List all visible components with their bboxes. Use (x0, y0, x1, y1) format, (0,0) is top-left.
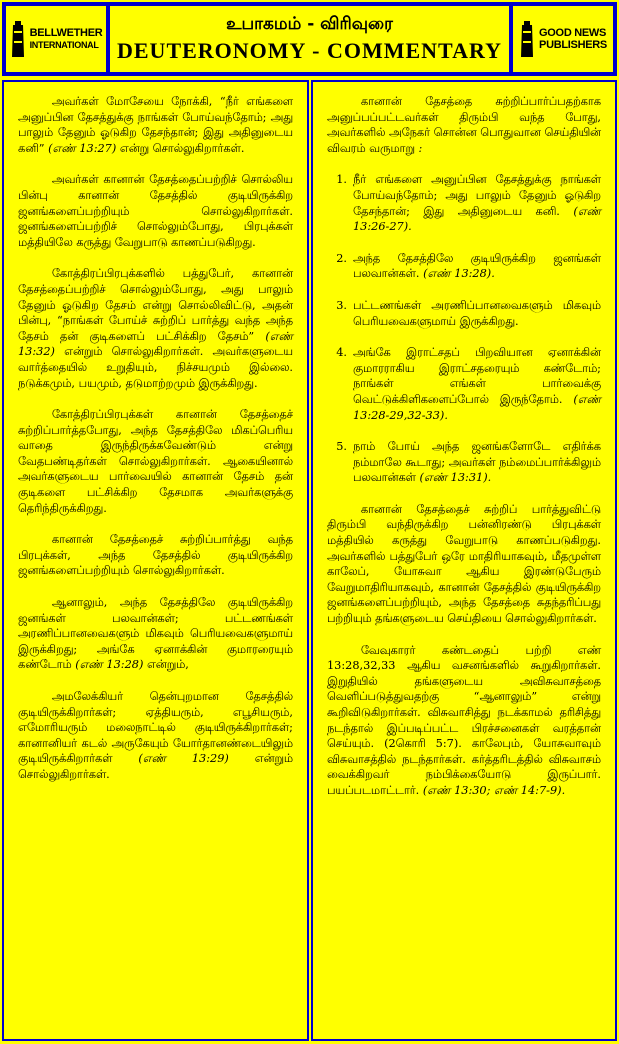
verse-reference: (எண் 13:28) (75, 658, 144, 672)
verse-reference: (எண் 13:29) (138, 752, 229, 766)
list-item: 5. நாம் போய் அந்த ஜனங்களோடே எதிர்க்க நம்மாலே கூடாது; அவர்கள் நம்மைப்பார்க்கிலும் பலவான்கள் (எண் 13:31). (336, 440, 601, 485)
lighthouse-icon (519, 19, 535, 59)
logo-line1: GOOD NEWS (539, 27, 607, 39)
paragraph: அவர்கள் கானான் தேசத்தைப்பற்றிச் சொல்லிய பின்பு கானான் தேசத்தில் குடியிருக்கிற ஜனங்களைப்பற்றியும் சொல்லுகிறார்கள். ஜனங்களைப்பற்றிச் சொல்லும்போது, பிரபுக்கள் மத்தியிலே கருத்து வேறுபாடு காணப்படுகிறது. (18, 173, 293, 249)
paragraph: வேவுகாரர் கண்டதைப் பற்றி எண் 13:28,32,33 ஆகிய வசனங்களில் கூறுகிறார்கள். இறுதியில் தங்களுடைய அவிசுவாசத்தை வெளிப்படுத்துவதற்கு “ஆனாலும்” என்று கூறிவிடுகிறார்கள். விசுவாசித்து நடக்காமல் தரிசித்து நடந்தால் இப்படிப்பட்ட பிரச்சனைகள் வரத்தான் செய்யும். (2கொரி 5:7). காலேபும், யோசுவாவும் விசுவாசத்தில் நடந்தார்கள். கர்த்தரிடத்தில் விசுவாசம் வைக்கிறவர் நம்பிக்கையோடு இருப்பார். பயப்படமாட்டார். (எண் 13:30; எண் 14:7-9). (327, 643, 601, 797)
list-item: 1. நீர் எங்களை அனுப்பின தேசத்துக்கு நாங்கள் போய்வந்தோம்; அது பாலும் தேனும் ஓடுகிற தேசந்தான்; இது அதினுடைய கனி. (எண் 13:26-27). (336, 173, 602, 234)
logo-line1: BELLWETHER (29, 27, 103, 39)
intro-paragraph: கானான் தேசத்தை சுற்றிப்பார்ப்பதற்காக அனுப்பப்பட்டவர்கள் திரும்பி வந்த போது, அவர்களில் அநேகர் சொன்ன பொதுவான செய்தியின் விவரம் வருமாறு : (327, 95, 601, 155)
verse-reference: (எண் 13:28). (423, 267, 495, 281)
verse-reference: (எண் 13:30; எண் 14:7-9). (422, 783, 566, 797)
paragraph: கானான் தேசத்தைச் சுற்றிப்பார்த்து வந்த பிரபுக்கள், அந்த தேசத்தில் குடியிருக்கிற ஜனங்களைப்பற்றியும் சொல்லுகிறார்கள். (18, 533, 293, 578)
good-news-logo (511, 4, 615, 74)
paragraph: கோத்திரப்பிரபுக்களில் பத்துபேர், கானான் தேசத்தைப்பற்றிச் சொல்லும்போது, அது பாலும் தேனும் ஓடுகிற தேசம் என்று சொல்லிவிட்டு, அதன் பின்பு, “நாங்கள் போய்ச் சுற்றிப் பார்த்து வந்த அந்த தேசம் தன் குடிகளைப் பட்சிக்கிற தேசம்” (எண் 13:32) என்றும் சொல்லுகிறார்கள். அவர்களுடைய வார்த்தையில் உறுதியும், நிச்சயமும் இல்லை. நடுக்கமும், பயமும், தடுமாற்றமும் இருக்கிறது. (18, 267, 293, 390)
paragraph: ஆனாலும், அந்த தேசத்திலே குடியிருக்கிற ஜனங்கள் பலவான்கள்; பட்டணங்கள் அரணிப்பானவைகளும் மிகவும் பெரியவைகளுமாய் இருக்கிறது; அங்கே ஏனாக்கின் குமாரரையும் கண்டோம் (எண் 13:28) என்றும், (18, 596, 293, 672)
left-column (2, 80, 309, 1041)
verse-reference: (எண் 13:28-29,32-33). (353, 392, 601, 422)
verse-reference: (எண் 13:27) (48, 141, 117, 155)
right-column (311, 80, 617, 1041)
title-tamil: உபாகமம் - விரிவுரை (226, 14, 393, 34)
paragraph: கானான் தேசத்தைச் சுற்றிப் பார்த்துவிட்டு திரும்பி வந்திருக்கிற பன்னிரண்டு பிரபுக்கள் மத்தியில் கருத்து வேறுபாடு காணப்படுகிறது. அவர்களில் பத்துபேர் ஒரே மாதிரியாகவும், மீதமுள்ள காலேப், யோசுவா ஆகிய இரண்டுபேரும் வேறுமாதிரியாகவும், கானான் தேசத்தில் குடியிருக்கிற ஜனங்களைப்பற்றியும், அந்த தேசத்தை சுதந்தரிப்பது பற்றியும் தங்களுடைய செய்தியை சொல்லுகிறார்கள். (327, 502, 601, 626)
logo-line2: INTERNATIONAL (29, 40, 99, 50)
logo-line2: PUBLISHERS (539, 39, 607, 51)
verse-reference: (எண் 13:31). (419, 471, 492, 485)
paragraph: அமலேக்கியர் தென்புறமான தேசத்தில் குடியிருக்கிறார்கள்; ஏத்தியரும், எபூசியரும், எமோரியரும் மலைநாட்டில் குடியிருக்கிறார்கள்; கானானியர் கடல் அருகேயும் யோர்தானண்டையிலும் குடியிருக்கிறார்கள் (எண் 13:29) என்றும் சொல்லுகிறார்கள். (18, 690, 294, 781)
lighthouse-icon (10, 19, 26, 59)
bellwether-logo (4, 4, 108, 74)
title-english: DEUTERONOMY - COMMENTARY (117, 38, 502, 63)
verse-reference: (எண் 13:26-27). (353, 204, 602, 234)
paragraph: கோத்திரப்பிரபுக்கள் கானான் தேசத்தைச் சுற்றிப்பார்த்தபோது, அந்த தேசத்திலே மிகப்பெரிய வாதை இருந்திருக்கவேண்டும் என்று வேதபண்டிதர்கள் சொல்லுகிறார்கள். ஆகையினால் அவர்களுடைய பார்வையில் கானான் தேசம் தன் குடிகளை பட்சிக்கிற தேசமாக அவர்களுக்கு தெரிந்திருக்கிறது. (18, 408, 293, 515)
list-item: 2. அந்த தேசத்திலே குடியிருக்கிற ஜனங்கள் பலவான்கள். (எண் 13:28). (336, 251, 601, 281)
verse-reference: (எண் 13:32) (18, 329, 293, 359)
list-item: 4. அங்கே இராட்சதப் பிறவியான ஏனாக்கின் குமாரராகிய இராட்சதரையும் கண்டோம்; நாங்கள் எங்கள் பார்வைக்கு வெட்டுக்கிளிகளைப்போல் இருந்தோம். (எண் 13:28-29,32-33). (336, 346, 601, 422)
header (2, 2, 617, 76)
paragraph: அவர்கள் மோசேயை நோக்கி, “நீர் எங்களை அனுப்பின தேசத்துக்கு நாங்கள் போய்வந்தோம்; அது பாலும் தேனும் ஓடுகிற தேசந்தான்; இது அதினுடைய கனி” (எண் 13:27) என்று சொல்லுகிறார்கள். (18, 95, 293, 155)
list-item: 3. பட்டணங்கள் அரணிப்பானவைகளும் மிகவும் பெரியவைகளுமாய் இருக்கிறது. (336, 298, 601, 328)
points-list (327, 172, 601, 486)
title-box (108, 4, 511, 74)
